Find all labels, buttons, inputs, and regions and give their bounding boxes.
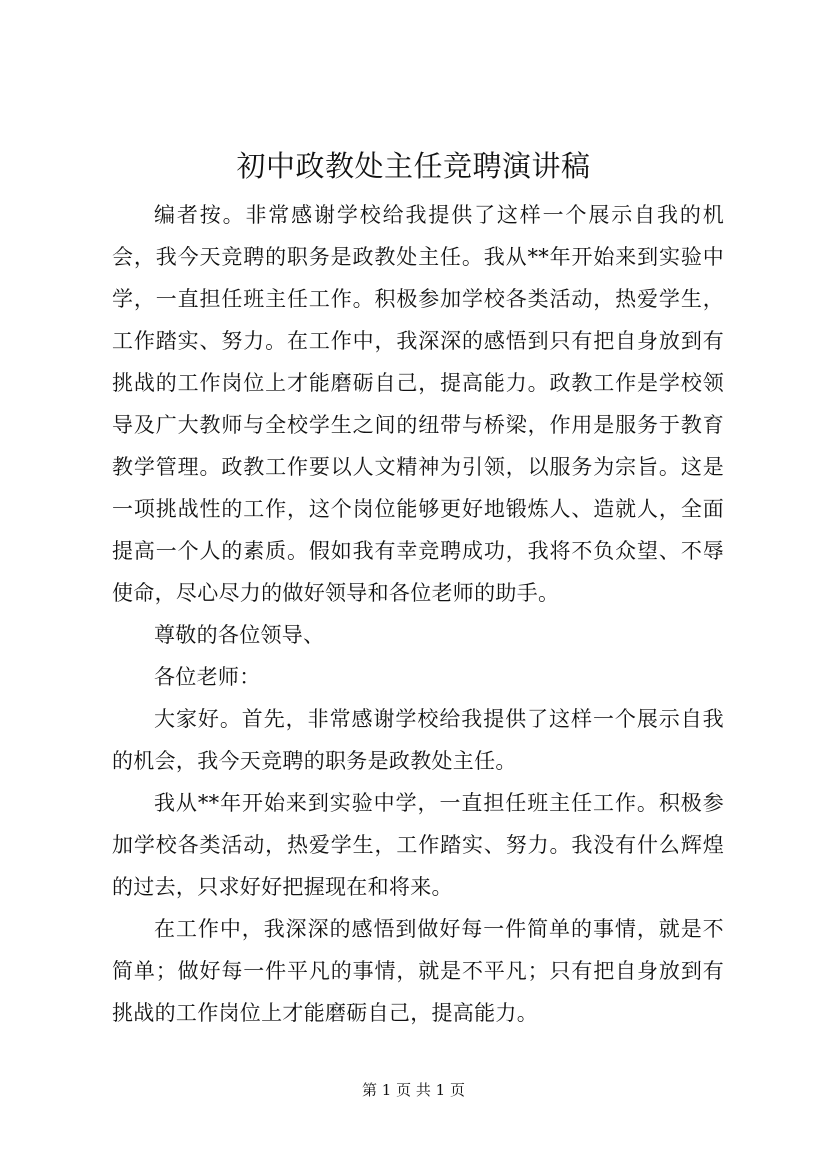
paragraph-salutation-teachers: 各位老师： xyxy=(154,665,261,689)
document-body xyxy=(112,194,724,1034)
paragraph-salutation-leaders: 尊敬的各位领导、 xyxy=(154,623,325,647)
paragraph-greeting: 大家好。首先，非常感谢学校给我提供了这样一个展示自我的机会，我今天竞聘的职务是政教处主任。 xyxy=(112,707,724,773)
document-title: 初中政教处主任竞聘演讲稿 xyxy=(236,149,591,183)
paragraph-experience: 我从**年开始来到实验中学，一直担任班主任工作。积极参加学校各类活动，热爱学生，工作踏实、努力。我没有什么辉煌的过去，只求好好把握现在和将来。 xyxy=(112,791,724,899)
page-footer: 第 1 页 共 1 页 xyxy=(362,1081,465,1099)
paragraph-insight: 在工作中，我深深的感悟到做好每一件简单的事情，就是不简单；做好每一件平凡的事情，就是不平凡；只有把自身放到有挑战的工作岗位上才能磨砺自己，提高能力。 xyxy=(112,917,724,1025)
paragraph-editor-note: 编者按。非常感谢学校给我提供了这样一个展示自我的机会，我今天竞聘的职务是政教处主任。我从**年开始来到实验中学，一直担任班主任工作。积极参加学校各类活动，热爱学生，工作踏实、努力。在工作中，我深深的感悟到只有把自身放到有挑战的工作岗位上才能磨砺自己，提高能力。政教工作是学校领导及广大教师与全校学生之间的纽带与桥梁，作用是服务于教育教学管理。政教工作要以人文精神为引领，以服务为宗旨。这是一项挑战性的工作，这个岗位能够更好地锻炼人、造就人，全面提高一个人的素质。假如我有幸竞聘成功，我将不负众望、不辱使命，尽心尽力的做好领导和各位老师的助手。 xyxy=(112,203,724,605)
